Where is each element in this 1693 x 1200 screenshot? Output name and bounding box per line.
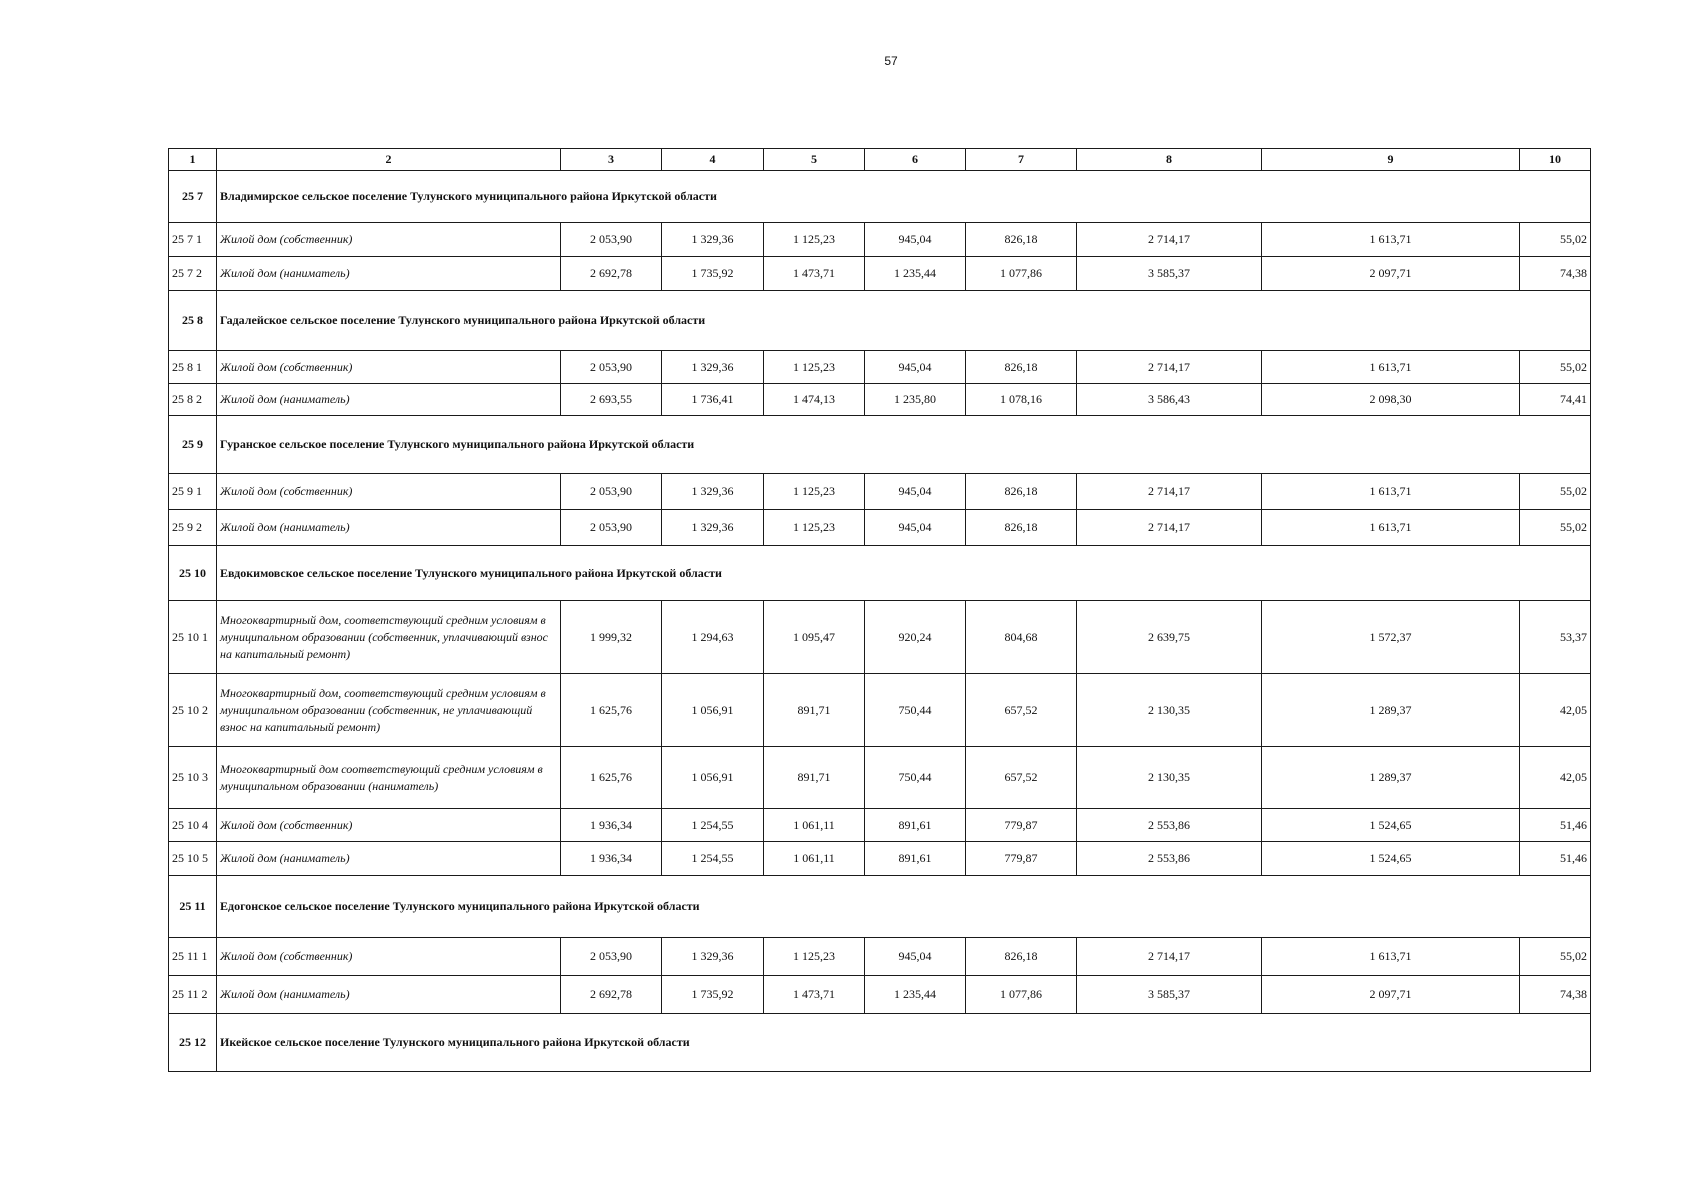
column-header: 9 [1262,149,1520,171]
row-description: Жилой дом (собственник) [217,474,561,510]
value-cell: 945,04 [865,510,966,546]
section-row [169,291,1591,351]
value-cell: 779,87 [966,842,1077,876]
value-cell: 657,52 [966,674,1077,747]
value-cell: 826,18 [966,474,1077,510]
value-cell: 1 474,13 [764,384,865,416]
value-cell: 1 125,23 [764,474,865,510]
value-cell: 74,38 [1520,976,1591,1014]
value-cell: 2 714,17 [1077,474,1262,510]
section-row [169,1014,1591,1072]
column-header: 6 [865,149,966,171]
value-cell: 1 061,11 [764,842,865,876]
page-number: 57 [884,54,898,68]
table-row [169,842,1591,876]
row-code: 25 10 5 [169,842,217,876]
value-cell: 750,44 [865,747,966,809]
table-row [169,601,1591,674]
value-cell: 1 235,80 [865,384,966,416]
row-description: Жилой дом (собственник) [217,938,561,976]
value-cell: 750,44 [865,674,966,747]
value-cell: 1 613,71 [1262,223,1520,257]
row-code: 25 9 2 [169,510,217,546]
row-description: Жилой дом (наниматель) [217,510,561,546]
section-title: Икейское сельское поселение Тулунского муниципального района Иркутской области [217,1014,1591,1072]
tariff-table [168,148,1591,1072]
section-title: Евдокимовское сельское поселение Тулунского муниципального района Иркутской области [217,546,1591,601]
value-cell: 42,05 [1520,674,1591,747]
section-row [169,876,1591,938]
value-cell: 920,24 [865,601,966,674]
value-cell: 891,61 [865,842,966,876]
value-cell: 2 053,90 [561,223,662,257]
value-cell: 891,61 [865,809,966,842]
value-cell: 1 524,65 [1262,809,1520,842]
row-code: 25 7 2 [169,257,217,291]
value-cell: 1 329,36 [662,351,764,384]
row-description: Многоквартирный дом, соответствующий средним условиям в муниципальном образовании (собственник, не уплачивающий взнос на капитальный ремонт) [217,674,561,747]
row-description: Жилой дом (наниматель) [217,257,561,291]
value-cell: 891,71 [764,674,865,747]
value-cell: 2 053,90 [561,938,662,976]
value-cell: 2 639,75 [1077,601,1262,674]
value-cell: 1 473,71 [764,257,865,291]
value-cell: 826,18 [966,223,1077,257]
table-row [169,809,1591,842]
value-cell: 51,46 [1520,842,1591,876]
value-cell: 1 254,55 [662,809,764,842]
value-cell: 2 098,30 [1262,384,1520,416]
table-row [169,474,1591,510]
value-cell: 779,87 [966,809,1077,842]
value-cell: 2 714,17 [1077,223,1262,257]
value-cell: 55,02 [1520,938,1591,976]
value-cell: 1 329,36 [662,938,764,976]
value-cell: 1 524,65 [1262,842,1520,876]
value-cell: 1 125,23 [764,938,865,976]
row-code: 25 7 [169,171,217,223]
table-row [169,510,1591,546]
row-code: 25 12 [169,1014,217,1072]
column-header: 7 [966,149,1077,171]
value-cell: 1 936,34 [561,842,662,876]
row-description: Жилой дом (наниматель) [217,842,561,876]
row-code: 25 7 1 [169,223,217,257]
value-cell: 891,71 [764,747,865,809]
row-code: 25 10 1 [169,601,217,674]
value-cell: 74,38 [1520,257,1591,291]
row-code: 25 10 3 [169,747,217,809]
value-cell: 1 329,36 [662,223,764,257]
value-cell: 2 692,78 [561,976,662,1014]
value-cell: 1 294,63 [662,601,764,674]
value-cell: 3 586,43 [1077,384,1262,416]
value-cell: 1 077,86 [966,257,1077,291]
value-cell: 1 235,44 [865,257,966,291]
column-header: 4 [662,149,764,171]
row-code: 25 10 [169,546,217,601]
table-row [169,351,1591,384]
value-cell: 2 097,71 [1262,976,1520,1014]
value-cell: 2 714,17 [1077,510,1262,546]
value-cell: 2 097,71 [1262,257,1520,291]
value-cell: 1 056,91 [662,747,764,809]
value-cell: 1 125,23 [764,223,865,257]
column-header: 2 [217,149,561,171]
table-row [169,257,1591,291]
value-cell: 1 125,23 [764,510,865,546]
value-cell: 42,05 [1520,747,1591,809]
value-cell: 1 625,76 [561,747,662,809]
value-cell: 74,41 [1520,384,1591,416]
value-cell: 945,04 [865,223,966,257]
row-code: 25 8 [169,291,217,351]
table-row [169,223,1591,257]
table-row [169,384,1591,416]
section-row [169,546,1591,601]
value-cell: 2 553,86 [1077,809,1262,842]
value-cell: 945,04 [865,938,966,976]
value-cell: 1 735,92 [662,257,764,291]
value-cell: 945,04 [865,351,966,384]
value-cell: 1 078,16 [966,384,1077,416]
value-cell: 1 613,71 [1262,510,1520,546]
row-code: 25 11 2 [169,976,217,1014]
value-cell: 2 130,35 [1077,747,1262,809]
row-code: 25 10 2 [169,674,217,747]
table-row [169,938,1591,976]
value-cell: 2 130,35 [1077,674,1262,747]
value-cell: 1 235,44 [865,976,966,1014]
value-cell: 1 936,34 [561,809,662,842]
row-code: 25 11 [169,876,217,938]
section-title: Едогонское сельское поселение Тулунского муниципального района Иркутской области [217,876,1591,938]
row-code: 25 8 1 [169,351,217,384]
value-cell: 945,04 [865,474,966,510]
value-cell: 55,02 [1520,474,1591,510]
value-cell: 1 735,92 [662,976,764,1014]
column-header: 8 [1077,149,1262,171]
value-cell: 804,68 [966,601,1077,674]
value-cell: 1 572,37 [1262,601,1520,674]
row-description: Многоквартирный дом, соответствующий средним условиям в муниципальном образовании (собственник, уплачивающий взнос на капитальный ремонт) [217,601,561,674]
value-cell: 1 061,11 [764,809,865,842]
value-cell: 1 077,86 [966,976,1077,1014]
section-title: Гадалейское сельское поселение Тулунского муниципального района Иркутской области [217,291,1591,351]
value-cell: 55,02 [1520,351,1591,384]
value-cell: 1 095,47 [764,601,865,674]
value-cell: 55,02 [1520,510,1591,546]
value-cell: 826,18 [966,938,1077,976]
section-row [169,416,1591,474]
row-description: Жилой дом (наниматель) [217,976,561,1014]
section-title: Владимирское сельское поселение Тулунского муниципального района Иркутской области [217,171,1591,223]
value-cell: 1 329,36 [662,474,764,510]
value-cell: 1 613,71 [1262,938,1520,976]
section-row [169,171,1591,223]
value-cell: 1 613,71 [1262,474,1520,510]
value-cell: 1 329,36 [662,510,764,546]
row-code: 25 10 4 [169,809,217,842]
table-row [169,747,1591,809]
row-description: Многоквартирный дом соответствующий средним условиям в муниципальном образовании (наниматель) [217,747,561,809]
row-description: Жилой дом (наниматель) [217,384,561,416]
value-cell: 826,18 [966,510,1077,546]
value-cell: 2 714,17 [1077,938,1262,976]
value-cell: 1 254,55 [662,842,764,876]
value-cell: 2 053,90 [561,510,662,546]
row-code: 25 11 1 [169,938,217,976]
row-description: Жилой дом (собственник) [217,351,561,384]
row-code: 25 9 1 [169,474,217,510]
value-cell: 1 289,37 [1262,747,1520,809]
value-cell: 3 585,37 [1077,976,1262,1014]
value-cell: 2 553,86 [1077,842,1262,876]
row-description: Жилой дом (собственник) [217,809,561,842]
value-cell: 1 056,91 [662,674,764,747]
table-row [169,674,1591,747]
value-cell: 1 125,23 [764,351,865,384]
value-cell: 2 714,17 [1077,351,1262,384]
column-header: 10 [1520,149,1591,171]
value-cell: 2 692,78 [561,257,662,291]
column-header: 1 [169,149,217,171]
value-cell: 1 736,41 [662,384,764,416]
row-description: Жилой дом (собственник) [217,223,561,257]
column-header: 3 [561,149,662,171]
value-cell: 657,52 [966,747,1077,809]
row-code: 25 8 2 [169,384,217,416]
value-cell: 2 053,90 [561,351,662,384]
table-row [169,976,1591,1014]
value-cell: 3 585,37 [1077,257,1262,291]
table-header-row [169,149,1591,171]
value-cell: 1 289,37 [1262,674,1520,747]
value-cell: 55,02 [1520,223,1591,257]
value-cell: 51,46 [1520,809,1591,842]
value-cell: 2 693,55 [561,384,662,416]
section-title: Гуранское сельское поселение Тулунского муниципального района Иркутской области [217,416,1591,474]
value-cell: 1 625,76 [561,674,662,747]
value-cell: 1 473,71 [764,976,865,1014]
value-cell: 2 053,90 [561,474,662,510]
value-cell: 826,18 [966,351,1077,384]
value-cell: 1 999,32 [561,601,662,674]
value-cell: 53,37 [1520,601,1591,674]
row-code: 25 9 [169,416,217,474]
value-cell: 1 613,71 [1262,351,1520,384]
column-header: 5 [764,149,865,171]
